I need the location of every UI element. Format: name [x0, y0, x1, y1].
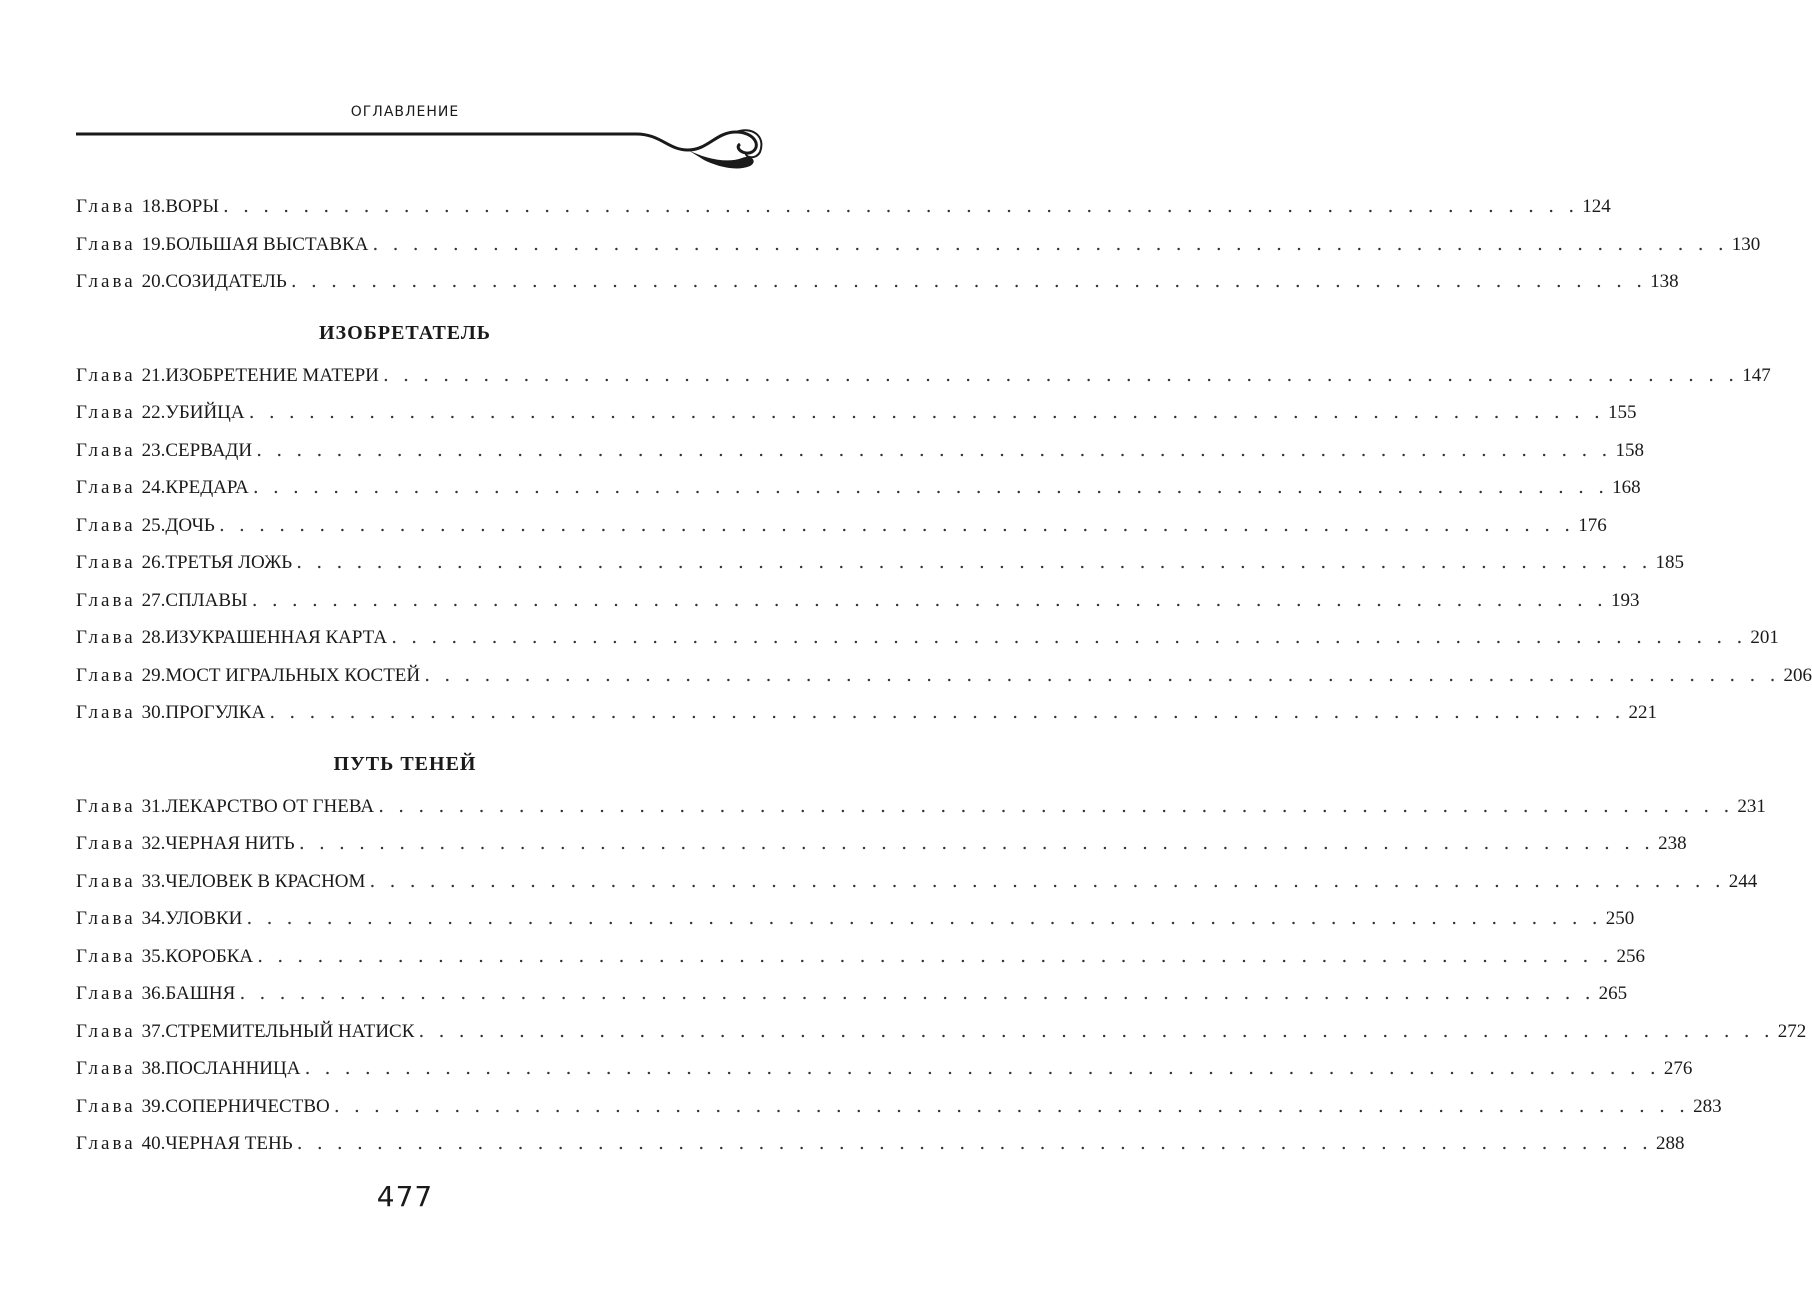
dot-leader: . . . . . . . . . . . . . . . . . . . . . . . . . . . . . . . . . . . . . . . . . . . . . . . . . . . . . . . . . . . . . . . . . . . . — [296, 1132, 1652, 1154]
toc-entry — [76, 582, 1640, 620]
toc-entry — [76, 1050, 1693, 1088]
chapter-page: 288 — [1655, 1133, 1685, 1154]
flourish-divider-icon — [76, 122, 776, 174]
chapter-title: УЛОВКИ — [165, 908, 243, 929]
chapter-page: 185 — [1655, 552, 1684, 573]
page-number: 477 — [376, 1180, 434, 1213]
toc-entry — [76, 975, 1628, 1013]
chapter-number: 39. — [141, 1095, 166, 1117]
chapter-number: 40. — [141, 1133, 166, 1154]
dot-leader: . . . . . . . . . . . . . . . . . . . . . . . . . . . . . . . . . . . . . . . . . . . . . . . . . . . . . . . . . . . . . . . . . . . . — [418, 1019, 1774, 1042]
toc-group-1 — [76, 188, 1761, 301]
chapter-title: КОРОБКА — [165, 945, 254, 967]
chapter-label: Глава — [76, 664, 136, 686]
chapter-label: Глава — [76, 196, 136, 217]
chapter-page: 250 — [1605, 908, 1635, 929]
chapter-number: 19. — [141, 233, 166, 255]
chapter-title: БОЛЬШАЯ ВЫСТАВКА — [165, 233, 369, 255]
running-title: ОГЛАВЛЕНИЕ — [350, 104, 460, 120]
toc-entry — [76, 938, 1645, 976]
dot-leader: . . . . . . . . . . . . . . . . . . . . . . . . . . . . . . . . . . . . . . . . . . . . . . . . . . . . . . . . . . . . . . . . . . . . — [298, 832, 1655, 854]
table-of-contents — [76, 188, 1812, 1163]
dot-leader: . . . . . . . . . . . . . . . . . . . . . . . . . . . . . . . . . . . . . . . . . . . . . . . . . . . . . . . . . . . . . . . . . . . . — [218, 513, 1575, 536]
chapter-label: Глава — [76, 833, 136, 854]
dot-leader: . . . . . . . . . . . . . . . . . . . . . . . . . . . . . . . . . . . . . . . . . . . . . . . . . . . . . . . . . . . . . . . . . . . . — [251, 588, 1607, 611]
toc-entry — [76, 1125, 1685, 1163]
toc-entry — [76, 469, 1641, 507]
toc-entry — [76, 657, 1812, 695]
chapter-number: 28. — [141, 627, 166, 648]
chapter-number: 26. — [141, 552, 166, 573]
chapter-title: ТРЕТЬЯ ЛОЖЬ — [165, 552, 293, 573]
chapter-label: Глава — [76, 870, 136, 892]
chapter-number: 38. — [141, 1058, 166, 1079]
chapter-number: 24. — [141, 477, 166, 498]
toc-entry — [76, 544, 1684, 582]
toc-entry — [76, 357, 1771, 395]
chapter-label: Глава — [76, 1058, 136, 1079]
chapter-label: Глава — [76, 514, 136, 536]
toc-entry — [76, 900, 1635, 938]
chapter-number: 25. — [141, 514, 166, 536]
chapter-label: Глава — [76, 702, 136, 723]
chapter-label: Глава — [76, 364, 136, 386]
chapter-title: ИЗОБРЕТЕНИЕ МАТЕРИ — [165, 364, 379, 386]
chapter-page: 176 — [1578, 514, 1607, 536]
chapter-label: Глава — [76, 795, 136, 817]
chapter-title: СОЗИДАТЕЛЬ — [165, 271, 287, 292]
toc-entry — [76, 263, 1679, 301]
chapter-title: СТРЕМИТЕЛЬНЫЙ НАТИСК — [165, 1020, 415, 1042]
chapter-label: Глава — [76, 439, 136, 461]
chapter-page: 221 — [1628, 702, 1658, 723]
chapter-number: 36. — [141, 983, 166, 1004]
dot-leader: . . . . . . . . . . . . . . . . . . . . . . . . . . . . . . . . . . . . . . . . . . . . . . . . . . . . . . . . . . . . . . . . . . . . — [222, 195, 1579, 217]
chapter-title: УБИЙЦА — [165, 402, 245, 423]
dot-leader: . . . . . . . . . . . . . . . . . . . . . . . . . . . . . . . . . . . . . . . . . . . . . . . . . . . . . . . . . . . . . . . . . . . . — [246, 907, 1602, 929]
dot-leader: . . . . . . . . . . . . . . . . . . . . . . . . . . . . . . . . . . . . . . . . . . . . . . . . . . . . . . . . . . . . . . . . . . . . — [304, 1057, 1660, 1079]
part-title-inventor: ИЗОБРЕТАТЕЛЬ — [318, 321, 492, 344]
chapter-number: 22. — [141, 402, 166, 423]
toc-entry — [76, 825, 1687, 863]
chapter-title: ЧЕРНАЯ НИТЬ — [165, 833, 295, 854]
toc-entry — [76, 394, 1637, 432]
chapter-label: Глава — [76, 1020, 136, 1042]
chapter-label: Глава — [76, 552, 136, 573]
dot-leader: . . . . . . . . . . . . . . . . . . . . . . . . . . . . . . . . . . . . . . . . . . . . . . . . . . . . . . . . . . . . . . . . . . . . — [378, 794, 1734, 817]
chapter-number: 37. — [141, 1020, 166, 1042]
toc-entry — [76, 432, 1644, 470]
dot-leader: . . . . . . . . . . . . . . . . . . . . . . . . . . . . . . . . . . . . . . . . . . . . . . . . . . . . . . . . . . . . . . . . . . . . — [252, 476, 1609, 498]
chapter-title: КРЕДАРА — [165, 477, 249, 498]
chapter-title: БАШНЯ — [165, 983, 236, 1004]
toc-entry — [76, 619, 1779, 657]
chapter-label: Глава — [76, 627, 136, 648]
chapter-page: 238 — [1658, 833, 1687, 854]
dot-leader: . . . . . . . . . . . . . . . . . . . . . . . . . . . . . . . . . . . . . . . . . . . . . . . . . . . . . . . . . . . . . . . . . . . . — [296, 551, 1652, 573]
chapter-label: Глава — [76, 233, 136, 255]
chapter-number: 32. — [141, 833, 166, 854]
chapter-label: Глава — [76, 1133, 136, 1154]
chapter-label: Глава — [76, 271, 136, 292]
chapter-page: 158 — [1615, 439, 1644, 461]
dot-leader: . . . . . . . . . . . . . . . . . . . . . . . . . . . . . . . . . . . . . . . . . . . . . . . . . . . . . . . . . . . . . . . . . . . . — [269, 701, 1625, 723]
chapter-title: СЕРВАДИ — [165, 439, 253, 461]
chapter-label: Глава — [76, 589, 136, 611]
toc-entry — [76, 863, 1758, 901]
chapter-title: ВОРЫ — [165, 196, 219, 217]
chapter-number: 20. — [141, 271, 166, 292]
chapter-title: ЛЕКАРСТВО ОТ ГНЕВА — [165, 795, 375, 817]
chapter-number: 33. — [141, 870, 166, 892]
chapter-number: 23. — [141, 439, 166, 461]
chapter-page: 276 — [1663, 1058, 1693, 1079]
dot-leader: . . . . . . . . . . . . . . . . . . . . . . . . . . . . . . . . . . . . . . . . . . . . . . . . . . . . . . . . . . . . . . . . . . . . — [382, 363, 1739, 386]
chapter-page: 130 — [1731, 233, 1761, 255]
chapter-title: СПЛАВЫ — [165, 589, 248, 611]
toc-entry — [76, 694, 1658, 732]
chapter-number: 35. — [141, 945, 166, 967]
chapter-page: 201 — [1750, 627, 1779, 648]
toc-entry — [76, 226, 1761, 264]
chapter-page: 155 — [1607, 402, 1637, 423]
chapter-page: 283 — [1693, 1095, 1722, 1117]
dot-leader: . . . . . . . . . . . . . . . . . . . . . . . . . . . . . . . . . . . . . . . . . . . . . . . . . . . . . . . . . . . . . . . . . . . . — [290, 270, 1647, 292]
chapter-page: 231 — [1737, 795, 1766, 817]
dot-leader: . . . . . . . . . . . . . . . . . . . . . . . . . . . . . . . . . . . . . . . . . . . . . . . . . . . . . . . . . . . . . . . . . . . . — [369, 869, 1725, 892]
dot-leader: . . . . . . . . . . . . . . . . . . . . . . . . . . . . . . . . . . . . . . . . . . . . . . . . . . . . . . . . . . . . . . . . . . . . — [248, 401, 1604, 423]
dot-leader: . . . . . . . . . . . . . . . . . . . . . . . . . . . . . . . . . . . . . . . . . . . . . . . . . . . . . . . . . . . . . . . . . . . . — [372, 232, 1728, 255]
chapter-label: Глава — [76, 1095, 136, 1117]
dot-leader: . . . . . . . . . . . . . . . . . . . . . . . . . . . . . . . . . . . . . . . . . . . . . . . . . . . . . . . . . . . . . . . . . . . . — [256, 438, 1612, 461]
toc-group-3 — [76, 788, 1807, 1163]
chapter-label: Глава — [76, 402, 136, 423]
dot-leader: . . . . . . . . . . . . . . . . . . . . . . . . . . . . . . . . . . . . . . . . . . . . . . . . . . . . . . . . . . . . . . . . . . . . — [239, 982, 1595, 1004]
chapter-number: 18. — [141, 196, 166, 217]
toc-entry — [76, 1013, 1807, 1051]
chapter-number: 21. — [141, 364, 166, 386]
chapter-page: 244 — [1728, 870, 1758, 892]
toc-entry — [76, 1088, 1722, 1126]
chapter-number: 31. — [141, 795, 166, 817]
chapter-title: СОПЕРНИЧЕСТВО — [165, 1095, 330, 1117]
toc-entry — [76, 188, 1611, 226]
chapter-page: 138 — [1650, 271, 1679, 292]
part-title-path-of-shadows: ПУТЬ ТЕНЕЙ — [333, 752, 477, 775]
chapter-page: 147 — [1742, 364, 1771, 386]
chapter-title: ПРОГУЛКА — [165, 702, 266, 723]
chapter-page: 168 — [1612, 477, 1641, 498]
chapter-title: ПОСЛАННИЦА — [165, 1058, 301, 1079]
chapter-title: ЧЕЛОВЕК В КРАСНОМ — [165, 870, 366, 892]
chapter-page: 256 — [1616, 945, 1645, 967]
dot-leader: . . . . . . . . . . . . . . . . . . . . . . . . . . . . . . . . . . . . . . . . . . . . . . . . . . . . . . . . . . . . . . . . . . . . — [391, 626, 1747, 648]
toc-entry — [76, 788, 1766, 826]
dot-leader: . . . . . . . . . . . . . . . . . . . . . . . . . . . . . . . . . . . . . . . . . . . . . . . . . . . . . . . . . . . . . . . . . . . . — [257, 944, 1613, 967]
chapter-number: 30. — [141, 702, 166, 723]
dot-leader: . . . . . . . . . . . . . . . . . . . . . . . . . . . . . . . . . . . . . . . . . . . . . . . . . . . . . . . . . . . . . . . . . . . . — [424, 663, 1780, 686]
chapter-page: 124 — [1582, 196, 1611, 217]
chapter-label: Глава — [76, 477, 136, 498]
toc-entry — [76, 507, 1607, 545]
chapter-label: Глава — [76, 945, 136, 967]
toc-group-2 — [76, 357, 1812, 732]
chapter-page: 206 — [1783, 664, 1812, 686]
chapter-number: 27. — [141, 589, 166, 611]
chapter-title: ИЗУКРАШЕННАЯ КАРТА — [165, 627, 388, 648]
chapter-page: 265 — [1598, 983, 1628, 1004]
dot-leader: . . . . . . . . . . . . . . . . . . . . . . . . . . . . . . . . . . . . . . . . . . . . . . . . . . . . . . . . . . . . . . . . . . . . — [333, 1094, 1690, 1117]
chapter-number: 34. — [141, 908, 166, 929]
chapter-page: 272 — [1777, 1020, 1807, 1042]
chapter-label: Глава — [76, 983, 136, 1004]
chapter-title: ДОЧЬ — [165, 514, 215, 536]
chapter-title: МОСТ ИГРАЛЬНЫХ КОСТЕЙ — [165, 664, 421, 686]
chapter-number: 29. — [141, 664, 166, 686]
chapter-title: ЧЕРНАЯ ТЕНЬ — [165, 1133, 293, 1154]
chapter-label: Глава — [76, 908, 136, 929]
chapter-page: 193 — [1610, 589, 1640, 611]
